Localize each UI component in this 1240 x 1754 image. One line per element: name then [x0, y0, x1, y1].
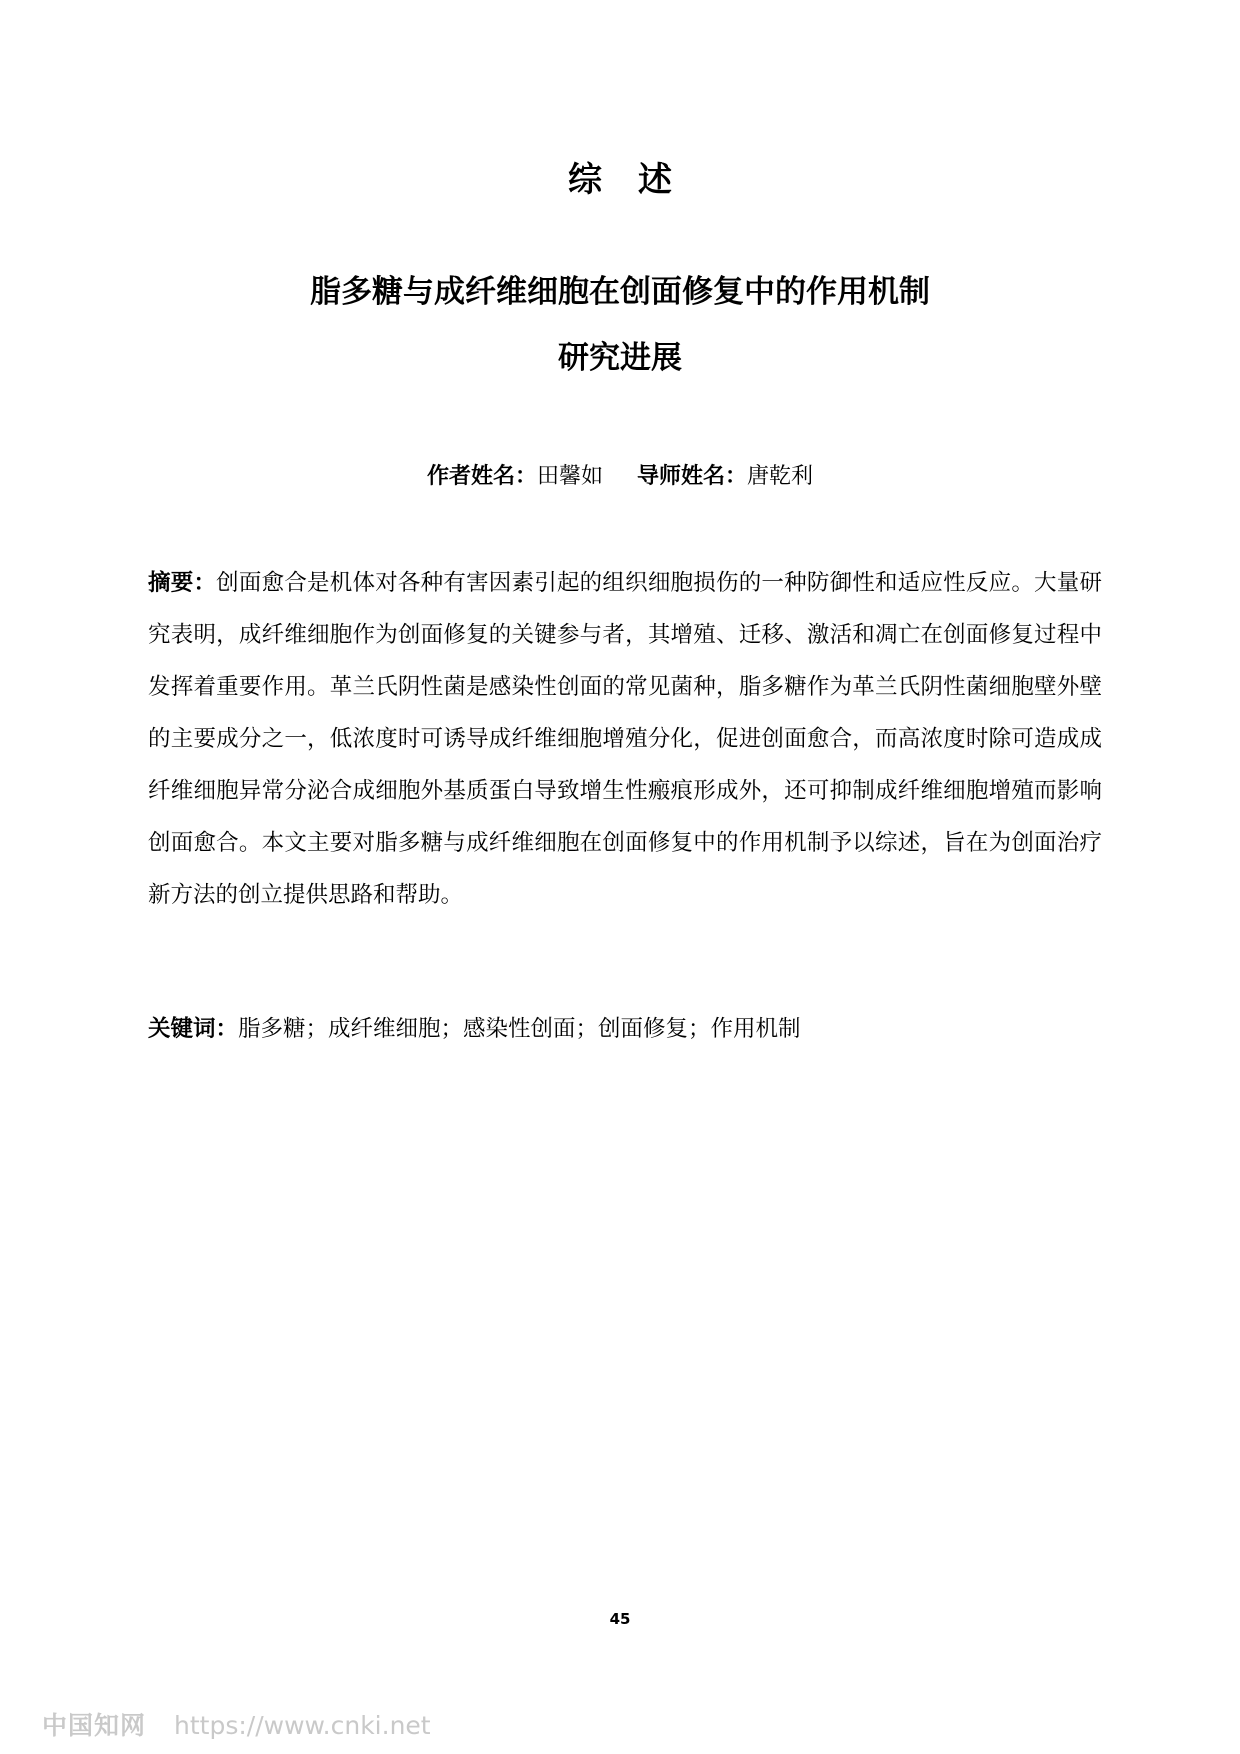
abstract-text: 创面愈合是机体对各种有害因素引起的组织细胞损伤的一种防御性和适应性反应。大量研究表明，成纤维细胞作为创面修复的关键参与者，其增殖、迁移、激活和凋亡在创面修复过程中发挥着重要作用。革兰氏阴性菌是感染性创面的常见菌种，脂多糖作为革兰氏阴性菌细胞壁外壁的主要成分之一，低浓度时可诱导成纤维细胞增殖分化，促进创面愈合，而高浓度时除可造成成纤维细胞异常分泌合成细胞外基质蛋白导致增生性瘢痕形成外，还可抑制成纤维细胞增殖而影响创面愈合。本文主要对脂多糖与成纤维细胞在创面修复中的作用机制予以综述，旨在为创面治疗新方法的创立提供思路和帮助。 [148, 570, 1102, 908]
watermark-logo: 中国知网 [42, 1711, 147, 1740]
paper-title-line-2: 研究进展 [558, 340, 682, 376]
abstract-label: 摘要： [148, 570, 217, 596]
author-label: 作者姓名： [426, 464, 537, 489]
cnki-watermark [42, 1706, 431, 1742]
keywords-text: 脂多糖；成纤维细胞；感染性创面；创面修复；作用机制 [238, 1016, 801, 1042]
section-heading: 综述 [568, 160, 708, 200]
keywords-label: 关键词： [148, 1016, 239, 1042]
watermark-url: https://www.cnki.net [174, 1711, 431, 1740]
page-number: 45 [609, 1610, 631, 1628]
paper-title-line-1: 脂多糖与成纤维细胞在创面修复中的作用机制 [310, 274, 930, 310]
advisor-label: 导师姓名： [637, 464, 748, 489]
abstract-paragraph [148, 557, 1102, 921]
author-line [0, 462, 1240, 492]
advisor-name: 唐乾利 [747, 464, 814, 489]
author-name: 田馨如 [536, 464, 603, 489]
keywords-line [148, 1003, 1102, 1055]
